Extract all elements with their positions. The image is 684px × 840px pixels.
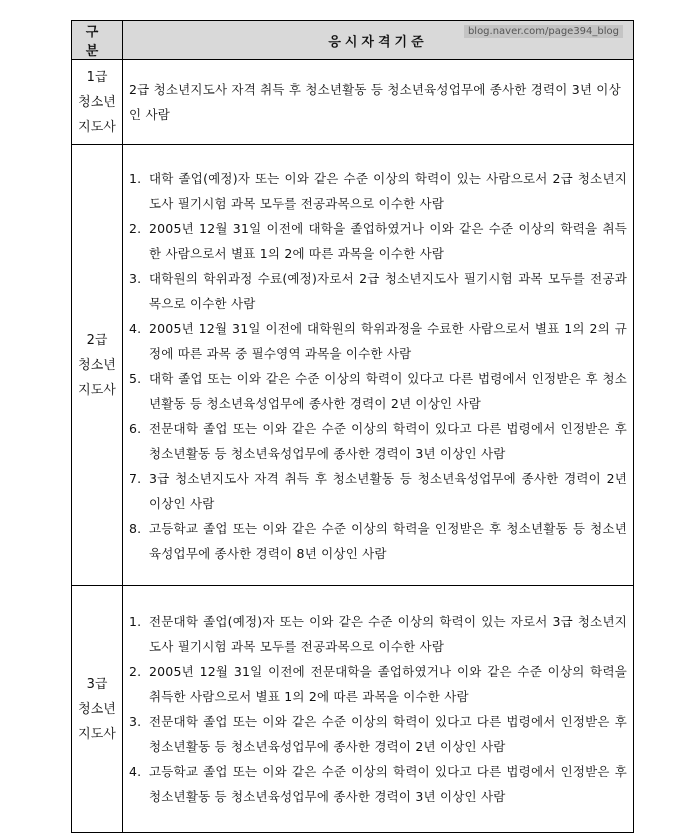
item-text: 대학원의 학위과정 수료(예정)자로서 2급 청소년지도사 필기시험 과목 모두를 전공과목으로 이수한 사람 xyxy=(149,271,627,311)
category-line: 3급 xyxy=(86,676,108,692)
item-text: 전문대학 졸업 또는 이와 같은 수준 이상의 학력이 있다고 다른 법령에서 인정받은 후 청소년활동 등 청소년육성업무에 종사한 경력이 2년 이상인 사람 xyxy=(149,714,627,754)
item-number: 6. xyxy=(129,421,142,436)
category-line: 청소년 xyxy=(78,357,116,373)
category-line: 지도사 xyxy=(78,382,116,398)
item-text: 전문대학 졸업(예정)자 또는 이와 같은 수준 이상의 학력이 있는 자로서 3급 청소년지도사 필기시험 과목 모두를 전공과목으로 이수한 사람 xyxy=(149,614,627,654)
category-line: 청소년 xyxy=(78,701,116,717)
item-text: 2005년 12월 31일 이전에 대학을 졸업하였거나 이와 같은 수준 이상의 학력을 취득한 사람으로서 별표 1의 2에 따른 과목을 이수한 사람 xyxy=(149,221,627,261)
grade-3-row xyxy=(72,586,634,833)
grade-1-text: 2급 청소년지도사 자격 취득 후 청소년활동 등 청소년육성업무에 종사한 경력이 3년 이상인 사람 xyxy=(129,82,621,122)
item-text: 2005년 12월 31일 이전에 전문대학을 졸업하였거나 이와 같은 수준 이상의 학력을 취득한 사람으로서 별표 1의 2에 따른 과목을 이수한 사람 xyxy=(149,664,627,704)
item-text: 3급 청소년지도사 자격 취득 후 청소년활동 등 청소년육성업무에 종사한 경력이 2년 이상인 사람 xyxy=(149,471,627,511)
list-item xyxy=(129,516,627,566)
category-line: 2급 xyxy=(86,332,108,348)
blog-watermark: blog.naver.com/page394_blog xyxy=(464,25,623,38)
item-text: 대학 졸업 또는 이와 같은 수준 이상의 학력이 있다고 다른 법령에서 인정받은 후 청소년활동 등 청소년육성업무에 종사한 경력이 2년 이상인 사람 xyxy=(149,371,627,411)
grade-3-criteria xyxy=(123,586,634,833)
list-item xyxy=(129,166,627,216)
grade-3-category xyxy=(72,586,123,833)
qualification-table xyxy=(71,20,634,833)
category-header: 구 분 xyxy=(72,21,123,60)
item-number: 2. xyxy=(129,664,142,679)
list-item xyxy=(129,709,627,759)
grade-1-criteria xyxy=(123,60,634,145)
item-number: 5. xyxy=(129,371,142,386)
list-item xyxy=(129,466,627,516)
item-text: 고등학교 졸업 또는 이와 같은 수준 이상의 학력이 있다고 다른 법령에서 인정받은 후 청소년활동 등 청소년육성업무에 종사한 경력이 3년 이상인 사람 xyxy=(149,764,627,804)
item-text: 대학 졸업(예정)자 또는 이와 같은 수준 이상의 학력이 있는 사람으로서 2급 청소년지도사 필기시험 과목 모두를 전공과목으로 이수한 사람 xyxy=(149,171,627,211)
item-number: 3. xyxy=(129,714,142,729)
list-item xyxy=(129,659,627,709)
category-line: 1급 xyxy=(86,69,108,85)
criteria-header: 응시자격기준 xyxy=(328,34,428,50)
grade-2-category xyxy=(72,145,123,586)
list-item xyxy=(129,266,627,316)
item-number: 4. xyxy=(129,321,142,336)
grade-2-criteria xyxy=(123,145,634,586)
item-number: 8. xyxy=(129,521,142,536)
item-number: 3. xyxy=(129,271,142,286)
list-item xyxy=(129,316,627,366)
grade-2-list xyxy=(123,160,633,570)
grade-3-list xyxy=(123,609,633,809)
grade-2-row xyxy=(72,145,634,586)
list-item xyxy=(129,416,627,466)
header-row xyxy=(72,21,634,60)
item-text: 전문대학 졸업 또는 이와 같은 수준 이상의 학력이 있다고 다른 법령에서 인정받은 후 청소년활동 등 청소년육성업무에 종사한 경력이 3년 이상인 사람 xyxy=(149,421,627,461)
item-number: 4. xyxy=(129,764,142,779)
category-line: 지도사 xyxy=(78,119,116,135)
item-number: 1. xyxy=(129,171,142,186)
item-number: 7. xyxy=(129,471,142,486)
item-text: 2005년 12월 31일 이전에 대학원의 학위과정을 수료한 사람으로서 별표 1의 2의 규정에 따른 과목 중 필수영역 과목을 이수한 사람 xyxy=(149,321,627,361)
item-number: 1. xyxy=(129,614,142,629)
category-line: 청소년 xyxy=(78,94,116,110)
item-text: 고등학교 졸업 또는 이와 같은 수준 이상의 학력을 인정받은 후 청소년활동 등 청소년육성업무에 종사한 경력이 8년 이상인 사람 xyxy=(149,521,627,561)
category-line: 지도사 xyxy=(78,726,116,742)
criteria-header-cell xyxy=(123,21,634,60)
grade-1-category xyxy=(72,60,123,145)
list-item xyxy=(129,366,627,416)
item-number: 2. xyxy=(129,221,142,236)
list-item xyxy=(129,759,627,809)
grade-1-row xyxy=(72,60,634,145)
list-item xyxy=(129,216,627,266)
list-item xyxy=(129,609,627,659)
